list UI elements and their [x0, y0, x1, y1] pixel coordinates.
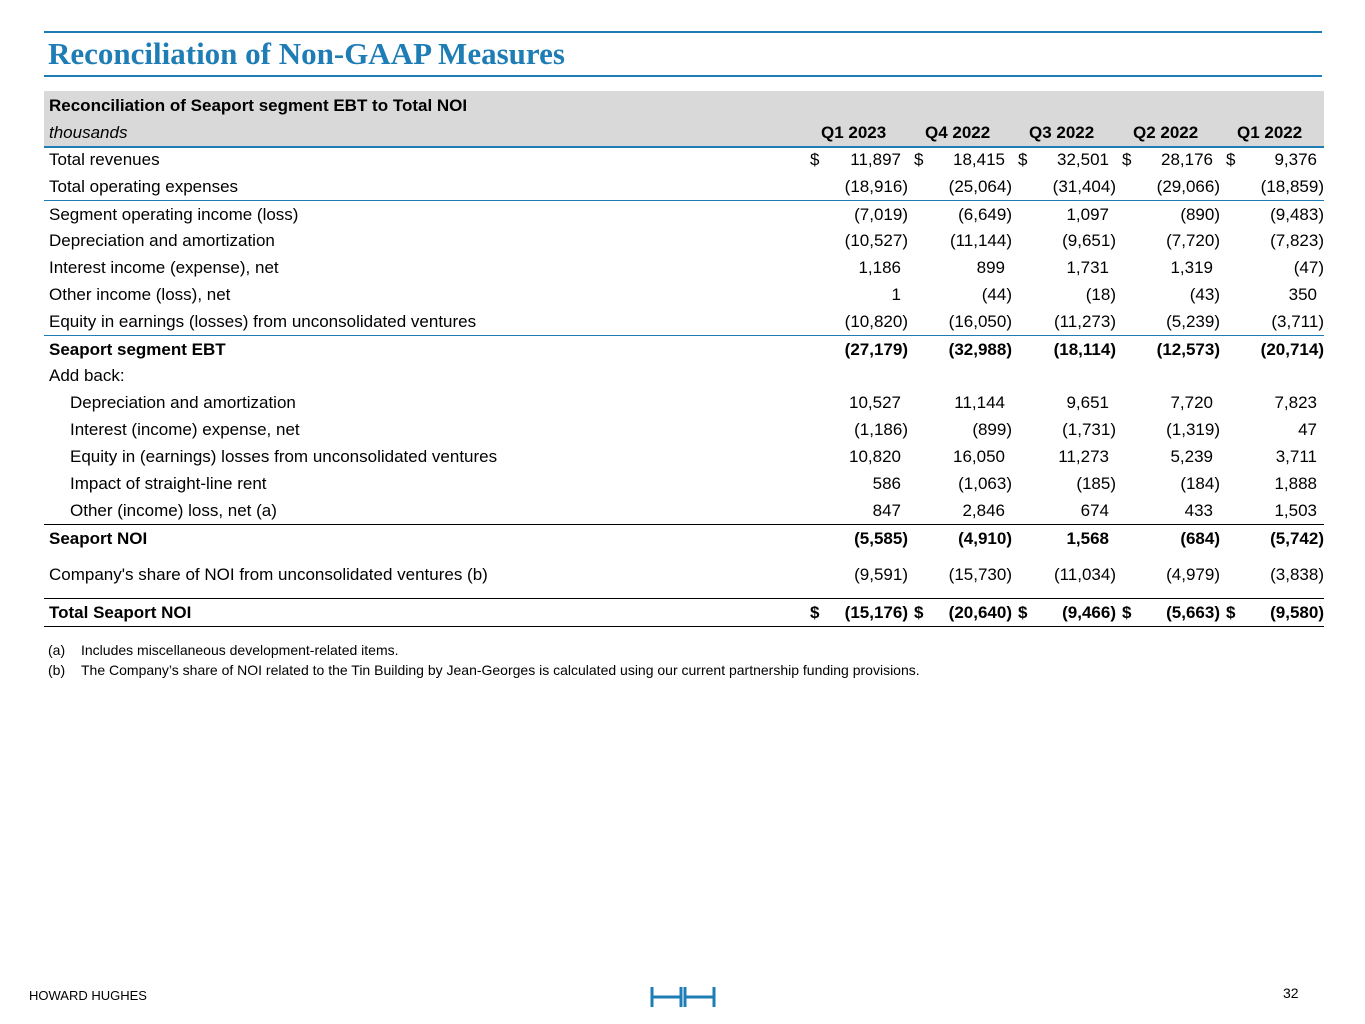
- cell-value: (9,651): [1062, 231, 1116, 250]
- cell-value: 11,897: [850, 150, 901, 169]
- currency-symbol: $: [1018, 150, 1028, 169]
- column-header-q1-2022: Q1 2022: [1237, 123, 1303, 142]
- cell-value: (10,820): [844, 312, 908, 331]
- cell-value: (32,988): [948, 340, 1012, 359]
- row-label: Total revenues: [49, 150, 160, 169]
- row-label: Total Seaport NOI: [49, 603, 192, 622]
- page-number: 32: [1283, 985, 1299, 1001]
- cell-value: (10,527): [844, 231, 908, 250]
- row-label: Equity in (earnings) losses from unconsolidated ventures: [70, 447, 498, 466]
- title-bar: [44, 31, 1322, 77]
- cell-value: 47: [1298, 420, 1317, 439]
- cell-value: (5,663): [1166, 603, 1220, 622]
- cell-value: (890): [1180, 205, 1220, 224]
- cell-value: (4,910): [958, 529, 1012, 548]
- cell-value: (11,144): [949, 231, 1012, 250]
- cell-value: (1,319): [1166, 420, 1220, 439]
- cell-value: (3,838): [1270, 565, 1324, 584]
- cell-value: (29,066): [1156, 177, 1220, 196]
- cell-value: 3,711: [1275, 447, 1317, 466]
- column-header-q4-2022: Q4 2022: [925, 123, 991, 142]
- cell-value: (25,064): [948, 177, 1012, 196]
- row-add-back: [44, 362, 1324, 389]
- row-label: Other (income) loss, net (a): [70, 501, 277, 520]
- currency-symbol: $: [810, 150, 820, 169]
- cell-value: (15,730): [948, 565, 1012, 584]
- cell-value: (9,483): [1270, 205, 1324, 224]
- cell-value: (7,720): [1166, 231, 1220, 250]
- cell-value: 9,376: [1274, 150, 1317, 169]
- table-units: thousands: [49, 123, 128, 142]
- cell-value: (7,019): [854, 205, 908, 224]
- cell-value: 1,888: [1274, 474, 1317, 493]
- row-company-share-noi: [44, 561, 1324, 588]
- cell-value: (184): [1180, 474, 1220, 493]
- row-addback-depreciation: [44, 389, 1324, 416]
- cell-value: (15,176): [844, 603, 908, 622]
- cell-value: 7,720: [1170, 393, 1213, 412]
- cell-value: (1,063): [958, 474, 1012, 493]
- cell-value: (5,585): [854, 529, 908, 548]
- footnote-tag: (b): [48, 662, 66, 678]
- cell-value: (684): [1180, 529, 1220, 548]
- cell-value: 1,186: [858, 258, 901, 277]
- cell-value: 1,503: [1274, 501, 1317, 520]
- row-label: Total operating expenses: [49, 177, 239, 196]
- column-header-q1-2023: Q1 2023: [821, 123, 887, 142]
- row-label: Seaport segment EBT: [49, 340, 226, 359]
- row-total-revenues: [44, 146, 1324, 173]
- cell-value: (5,742): [1270, 529, 1324, 548]
- currency-symbol: $: [914, 150, 924, 169]
- row-label: Impact of straight-line rent: [70, 474, 267, 493]
- currency-symbol: $: [1122, 603, 1132, 622]
- cell-value: (18,114): [1053, 340, 1116, 359]
- cell-value: (11,273): [1053, 312, 1116, 331]
- footnote-text: Includes miscellaneous development-related items.: [81, 642, 399, 658]
- cell-value: 1: [891, 285, 901, 304]
- row-seaport-segment-ebt: [44, 335, 1324, 363]
- cell-value: 28,176: [1161, 150, 1213, 169]
- table-header: [44, 91, 1324, 148]
- row-total-operating-expenses: [44, 173, 1324, 200]
- cell-value: 2,846: [962, 501, 1005, 520]
- row-label: Equity in earnings (losses) from unconsolidated ventures: [49, 312, 477, 331]
- cell-value: (6,649): [958, 205, 1012, 224]
- cell-value: 899: [976, 258, 1005, 277]
- cell-value: 1,097: [1066, 205, 1109, 224]
- cell-value: 350: [1288, 285, 1317, 304]
- cell-value: 11,144: [954, 393, 1005, 412]
- row-addback-equity: [44, 443, 1324, 470]
- row-label: Depreciation and amortization: [70, 393, 296, 412]
- footnote-tag: (a): [48, 642, 66, 658]
- row-equity-in-earnings: [44, 308, 1324, 335]
- footnote-text: The Company’s share of NOI related to the Tin Building by Jean-Georges is calculated using our current partnership funding provisions.: [81, 662, 920, 678]
- row-label: Depreciation and amortization: [49, 231, 275, 250]
- cell-value: 5,239: [1170, 447, 1213, 466]
- row-label: Other income (loss), net: [49, 285, 231, 304]
- hh-logo-icon: [650, 986, 716, 1013]
- cell-value: (18,916): [844, 177, 908, 196]
- cell-value: 32,501: [1057, 150, 1109, 169]
- cell-value: (12,573): [1156, 340, 1220, 359]
- row-other-loss: [44, 497, 1324, 524]
- row-label: Interest (income) expense, net: [70, 420, 300, 439]
- cell-value: 1,319: [1170, 258, 1213, 277]
- row-interest-income: [44, 254, 1324, 281]
- cell-value: (899): [972, 420, 1012, 439]
- cell-value: (43): [1189, 285, 1220, 304]
- cell-value: 1,731: [1066, 258, 1109, 277]
- cell-value: (16,050): [948, 312, 1012, 331]
- cell-value: (4,979): [1166, 565, 1220, 584]
- cell-value: 1,568: [1066, 529, 1109, 548]
- cell-value: (1,731): [1062, 420, 1116, 439]
- cell-value: (9,466): [1062, 603, 1116, 622]
- footnote-a: [48, 642, 399, 658]
- row-label: Interest income (expense), net: [49, 258, 279, 277]
- cell-value: (185): [1076, 474, 1116, 493]
- table-title: Reconciliation of Seaport segment EBT to Total NOI: [49, 96, 468, 115]
- cell-value: (47): [1293, 258, 1324, 277]
- page-title: Reconciliation of Non-GAAP Measures: [48, 36, 565, 71]
- cell-value: 10,820: [849, 447, 901, 466]
- row-label: Seaport NOI: [49, 529, 148, 548]
- cell-value: (3,711): [1271, 312, 1324, 331]
- cell-value: (7,823): [1270, 231, 1324, 250]
- row-label: Segment operating income (loss): [49, 205, 299, 224]
- cell-value: (9,580): [1270, 603, 1324, 622]
- row-depreciation-amortization: [44, 227, 1324, 254]
- cell-value: 586: [872, 474, 901, 493]
- cell-value: (44): [981, 285, 1012, 304]
- currency-symbol: $: [1018, 603, 1028, 622]
- row-seaport-noi: [44, 524, 1324, 552]
- cell-value: (20,640): [948, 603, 1012, 622]
- cell-value: 16,050: [953, 447, 1005, 466]
- cell-value: 11,273: [1058, 447, 1109, 466]
- row-straight-line-rent: [44, 470, 1324, 497]
- cell-value: 433: [1184, 501, 1213, 520]
- cell-value: 674: [1080, 501, 1109, 520]
- footer-brand: HOWARD HUGHES: [29, 988, 147, 1003]
- cell-value: 18,415: [953, 150, 1005, 169]
- currency-symbol: $: [810, 603, 820, 622]
- cell-value: (1,186): [854, 420, 908, 439]
- row-label: Add back:: [49, 366, 125, 385]
- cell-value: (11,034): [1053, 565, 1116, 584]
- cell-value: (5,239): [1166, 312, 1220, 331]
- row-other-income: [44, 281, 1324, 308]
- cell-value: 7,823: [1274, 393, 1317, 412]
- footnote-b: [48, 662, 920, 678]
- currency-symbol: $: [1226, 150, 1236, 169]
- currency-symbol: $: [1226, 603, 1236, 622]
- row-segment-operating-income: [44, 200, 1324, 228]
- cell-value: (18): [1085, 285, 1116, 304]
- cell-value: 10,527: [849, 393, 901, 412]
- cell-value: (31,404): [1052, 177, 1116, 196]
- column-header-q2-2022: Q2 2022: [1133, 123, 1199, 142]
- currency-symbol: $: [1122, 150, 1132, 169]
- currency-symbol: $: [914, 603, 924, 622]
- cell-value: (20,714): [1260, 340, 1324, 359]
- row-total-seaport-noi: [44, 598, 1324, 627]
- cell-value: (27,179): [844, 340, 908, 359]
- cell-value: 9,651: [1066, 393, 1109, 412]
- row-label: Company's share of NOI from unconsolidated ventures (b): [49, 565, 488, 584]
- column-header-q3-2022: Q3 2022: [1029, 123, 1095, 142]
- row-addback-interest: [44, 416, 1324, 443]
- cell-value: 847: [872, 501, 901, 520]
- cell-value: (18,859): [1260, 177, 1324, 196]
- cell-value: (9,591): [854, 565, 908, 584]
